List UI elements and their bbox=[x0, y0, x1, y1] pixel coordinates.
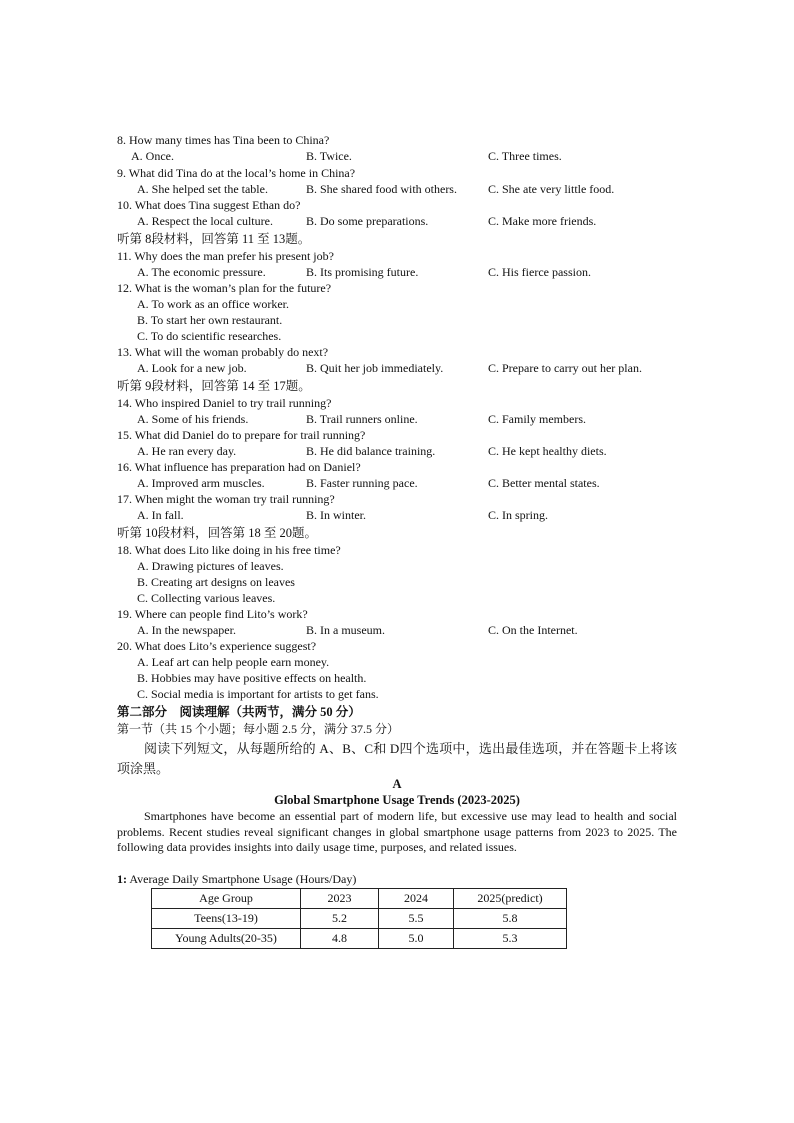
option-20c: C. Social media is important for artists to get fans. bbox=[137, 687, 379, 701]
option-14c: C. Family members. bbox=[488, 412, 586, 426]
option-15b: B. He did balance training. bbox=[306, 444, 436, 458]
option-17c: C. In spring. bbox=[488, 508, 548, 522]
question-13: 13. What will the woman probably do next? bbox=[117, 345, 329, 359]
table-cell: 5.0 bbox=[379, 929, 454, 949]
option-10c: C. Make more friends. bbox=[488, 214, 597, 228]
table-header-cell: 2023 bbox=[301, 889, 379, 909]
option-12b: B. To start her own restaurant. bbox=[137, 313, 283, 327]
option-8c: C. Three times. bbox=[488, 149, 562, 163]
table-header-cell: 2025(predict) bbox=[454, 889, 567, 909]
option-10b: B. Do some preparations. bbox=[306, 214, 429, 228]
table-cell: 5.2 bbox=[301, 909, 379, 929]
table-label-text: Average Daily Smartphone Usage (Hours/Day) bbox=[127, 872, 357, 886]
passage-intro: Smartphones have become an essential part of modern life, but excessive use may lead to health and social problems. Recent studies reveal significant changes in global smartphone usage patterns from 2023 to 2025. The following data provides insights into daily usage time, purposes, and related issues. bbox=[117, 809, 677, 855]
option-9a: A. She helped set the table. bbox=[137, 182, 268, 196]
section-heading-10: 听第 10段材料，回答第 18 至 20题。 bbox=[117, 526, 318, 540]
part2-title: 第二部分 阅读理解（共两节，满分 50 分） bbox=[117, 705, 361, 719]
table-label-number: 1: bbox=[117, 872, 127, 886]
option-14b: B. Trail runners online. bbox=[306, 412, 418, 426]
option-20a: A. Leaf art can help people earn money. bbox=[137, 655, 330, 669]
option-8a: A. Once. bbox=[131, 149, 174, 163]
option-9c: C. She ate very little food. bbox=[488, 182, 615, 196]
option-12a: A. To work as an office worker. bbox=[137, 297, 290, 311]
option-9b: B. She shared food with others. bbox=[306, 182, 457, 196]
option-17b: B. In winter. bbox=[306, 508, 366, 522]
table-row bbox=[152, 909, 567, 929]
option-13c: C. Prepare to carry out her plan. bbox=[488, 361, 642, 375]
option-11a: A. The economic pressure. bbox=[137, 265, 266, 279]
part2-section1: 第一节（共 15 个小题；每小题 2.5 分，满分 37.5 分） bbox=[117, 722, 400, 736]
question-8: 8. How many times has Tina been to China? bbox=[117, 133, 330, 147]
passage-title: Global Smartphone Usage Trends (2023-2025) bbox=[274, 793, 520, 807]
option-8b: B. Twice. bbox=[306, 149, 352, 163]
table-header-cell: 2024 bbox=[379, 889, 454, 909]
option-13b: B. Quit her job immediately. bbox=[306, 361, 444, 375]
question-20: 20. What does Lito’s experience suggest? bbox=[117, 639, 317, 653]
question-12: 12. What is the woman’s plan for the future? bbox=[117, 281, 332, 295]
option-13a: A. Look for a new job. bbox=[137, 361, 247, 375]
option-19a: A. In the newspaper. bbox=[137, 623, 236, 637]
option-15c: C. He kept healthy diets. bbox=[488, 444, 607, 458]
option-16c: C. Better mental states. bbox=[488, 476, 600, 490]
option-17a: A. In fall. bbox=[137, 508, 184, 522]
passage-letter: A bbox=[392, 777, 402, 791]
option-11b: B. Its promising future. bbox=[306, 265, 419, 279]
option-16a: A. Improved arm muscles. bbox=[137, 476, 265, 490]
table-row bbox=[152, 929, 567, 949]
question-16: 16. What influence has preparation had on Daniel? bbox=[117, 460, 361, 474]
question-15: 15. What did Daniel do to prepare for trail running? bbox=[117, 428, 366, 442]
option-10a: A. Respect the local culture. bbox=[137, 214, 273, 228]
section-heading-9: 听第 9段材料，回答第 14 至 17题。 bbox=[117, 379, 311, 393]
option-11c: C. His fierce passion. bbox=[488, 265, 591, 279]
table-cell: Teens(13-19) bbox=[152, 909, 301, 929]
table-cell: Young Adults(20-35) bbox=[152, 929, 301, 949]
section-heading-8: 听第 8段材料，回答第 11 至 13题。 bbox=[117, 232, 311, 246]
usage-table bbox=[151, 888, 567, 949]
option-12c: C. To do scientific researches. bbox=[137, 329, 282, 343]
question-11: 11. Why does the man prefer his present job? bbox=[117, 249, 334, 263]
option-14a: A. Some of his friends. bbox=[137, 412, 249, 426]
question-19: 19. Where can people find Lito’s work? bbox=[117, 607, 308, 621]
option-18a: A. Drawing pictures of leaves. bbox=[137, 559, 284, 573]
table-cell: 5.8 bbox=[454, 909, 567, 929]
option-18c: C. Collecting various leaves. bbox=[137, 591, 276, 605]
option-16b: B. Faster running pace. bbox=[306, 476, 418, 490]
option-15a: A. He ran every day. bbox=[137, 444, 237, 458]
table-header-row bbox=[152, 889, 567, 909]
table-label bbox=[117, 872, 356, 887]
option-19b: B. In a museum. bbox=[306, 623, 385, 637]
option-19c: C. On the Internet. bbox=[488, 623, 578, 637]
table-cell: 5.3 bbox=[454, 929, 567, 949]
question-14: 14. Who inspired Daniel to try trail running? bbox=[117, 396, 332, 410]
option-20b: B. Hobbies may have positive effects on health. bbox=[137, 671, 367, 685]
table-cell: 5.5 bbox=[379, 909, 454, 929]
part2-instruction: 阅读下列短文，从每题所给的 A、B、C和 D四个选项中，选出最佳选项，并在答题卡上将该项涂黑。 bbox=[117, 741, 677, 776]
question-10: 10. What does Tina suggest Ethan do? bbox=[117, 198, 301, 212]
question-9: 9. What did Tina do at the local’s home in China? bbox=[117, 166, 356, 180]
question-17: 17. When might the woman try trail running? bbox=[117, 492, 335, 506]
table-header-cell: Age Group bbox=[152, 889, 301, 909]
table-cell: 4.8 bbox=[301, 929, 379, 949]
option-18b: B. Creating art designs on leaves bbox=[137, 575, 295, 589]
question-18: 18. What does Lito like doing in his free time? bbox=[117, 543, 341, 557]
